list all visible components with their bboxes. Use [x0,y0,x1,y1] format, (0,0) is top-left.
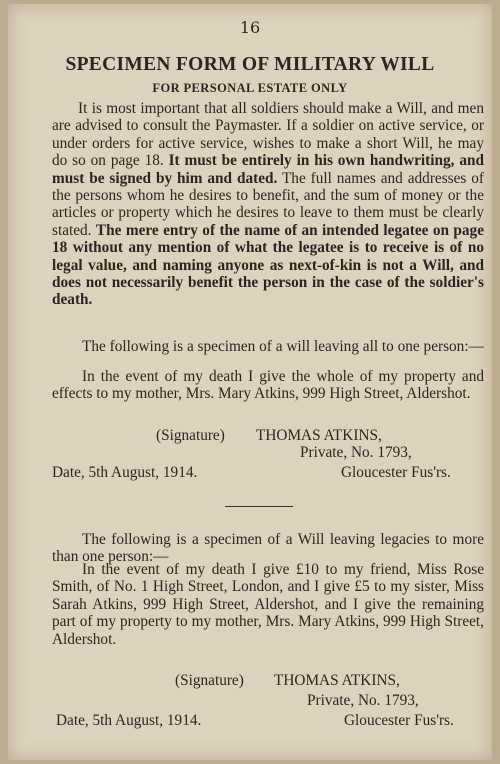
intro-emphasis: It must be entirely in his own handwriting, and must be signed by him and dated. [52,152,484,187]
section-divider [225,506,293,507]
page-title: SPECIMEN FORM OF MILITARY WILL [65,54,435,75]
example-two-regiment: Gloucester Fus'rs. [344,712,454,729]
example-one-date: Date, 5th August, 1914. [52,464,198,481]
example-two-date: Date, 5th August, 1914. [56,712,202,729]
example-two-signature-label: (Signature) [175,672,244,689]
book-page [8,4,492,760]
intro-text: It is most important that all soldiers should make a Will, and men are advised to consult the Paymaster. If a soldier on active service, or under orders for active service, wishes to make a short Will, he may do so on page 18. [52,100,484,170]
example-one-rank: Private, No. 1793, [300,444,412,461]
page-number: 16 [239,18,261,37]
example-one-body: In the event of my death I give the whole of my property and effects to my mother, Mrs. Mary Atkins, 999 High Street, Aldershot. [52,368,484,403]
intro-paragraph [52,100,484,309]
example-two-signature-name: THOMAS ATKINS, [274,672,400,689]
example-one-signature-label: (Signature) [156,427,225,444]
page-subtitle: FOR PERSONAL ESTATE ONLY [152,81,348,95]
example-two-body: In the event of my death I give £10 to my friend, Miss Rose Smith, of No. 1 High Street, London, and I give £5 to my sister, Miss Sarah Atkins, 999 High Street, Aldershot, and I give the remaining part of my property to my mother, Mrs. Mary Atkins, 999 High Street, Aldershot. [52,561,484,648]
intro-warning: The mere entry of the name of an intended legatee on page 18 without any mention of what the legatee is to receive is of no legal value, and naming anyone as next-of-kin is not a Will, and does not necessarily benefit the person in the case of the soldier's death. [52,221,484,309]
example-one-regiment: Gloucester Fus'rs. [341,464,451,481]
intro-text-continued: The full names and addresses of the persons whom he desires to benefit, and the sum of money or the articles or property which he desires to leave to them must be clearly stated. [52,169,484,239]
example-two-rank: Private, No. 1793, [307,692,419,709]
example-two-lead: The following is a specimen of a Will leaving legacies to more than one person:— [52,531,484,566]
example-one-lead: The following is a specimen of a will leaving all to one person:— [82,338,484,355]
example-one-signature-name: THOMAS ATKINS, [256,427,382,444]
